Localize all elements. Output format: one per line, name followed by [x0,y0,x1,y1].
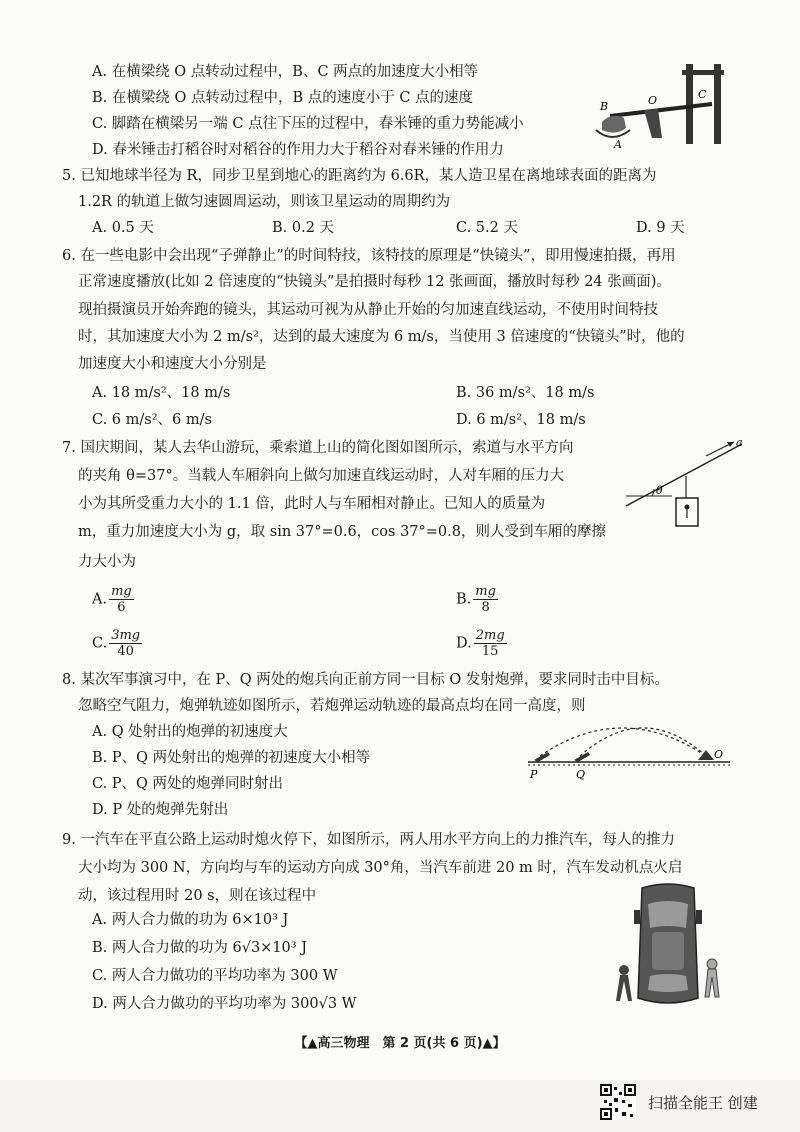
q7-text-line2: 的夹角 θ=37°。当载人车厢斜向上做匀加速直线运动时，人对车厢的压力大 [78,468,565,484]
q4-lever-figure [592,58,732,150]
q7-text-line4: m，重力加速度大小为 g，取 sin 37°=0.6，cos 37°=0.8，则人受到车厢的摩擦 [78,524,606,540]
q8-text-line1: 8. 某次军事演习中，在 P、Q 两处的炮兵向正前方同一目标 O 发射炮弹，要求同时击中目标。 [62,672,669,688]
q8-trajectory-figure [526,716,732,782]
qr-code-icon [600,1084,636,1120]
q5-option-d: D. 9 天 [636,220,685,236]
q9-option-c: C. 两人合力做功的平均功率为 300 W [92,968,338,984]
q6-option-b: B. 36 m/s²、18 m/s [456,385,595,401]
q8-label-p: P [530,768,538,781]
q9-text-line2: 大小均为 300 N，方向均与车的运动方向成 30°角，当汽车前进 20 m 时，汽车发动机点火启 [78,860,683,876]
q8-label-q: Q [576,768,586,781]
scanner-watermark: 扫描全能王 创建 [648,1094,758,1112]
q7-option-d: D. $\frac{2mg}{15}$ [456,628,505,659]
q6-text-line2: 正常速度播放(比如 2 倍速度的“快镜头”是拍摄时每秒 12 张画面，播放时每秒 24 张画面)。 [78,274,671,290]
q4-option-c: C. 脚踏在横梁另一端 C 点往下压的过程中，春米锤的重力势能减小 [92,116,524,132]
q4-label-o: O [648,94,658,107]
q5-option-b: B. 0.2 天 [272,220,335,236]
q7-text-line5: 力大小为 [78,554,136,570]
q5-option-c: C. 5.2 天 [456,220,518,236]
q7-cablecar-figure [622,436,748,532]
q6-text-line4: 时，其加速度大小为 2 m/s²，达到的最大速度为 6 m/s，当使用 3 倍速度的“快镜头”时，他的 [78,329,685,345]
q7-option-b: B. $\frac{mg}{8}$ [456,584,496,615]
q7-text-line3: 小为其所受重力大小的 1.1 倍，此时人与车厢相对静止。已知人的质量为 [78,496,546,512]
q6-text-line5: 加速度大小和速度大小分别是 [78,356,267,372]
q6-text-line1: 6. 在一些电影中会出现“子弹静止”的时间特技，该特技的原理是“快镜头”，即用慢速拍摄，再用 [62,248,676,264]
q8-option-b: B. P、Q 两处射出的炮弹的初速度大小相等 [92,750,371,766]
q6-option-d: D. 6 m/s²、18 m/s [456,412,586,428]
q9-option-a: A. 两人合力做的功为 6×10³ J [92,912,289,928]
q4-option-b: B. 在横梁绕 O 点转动过程中，B 点的速度小于 C 点的速度 [92,90,474,106]
q7-a-label: a [736,436,743,449]
page-footer: 【▲高三物理 第 2 页(共 6 页)▲】 [294,1036,506,1051]
q8-label-o: O [714,748,724,761]
q4-label-a: A [614,138,622,150]
q9-car-figure [612,880,724,1012]
q4-option-d: D. 春米锤击打稻谷时对稻谷的作用力大于稻谷对春米锤的作用力 [92,142,504,158]
q4-option-a: A. 在横梁绕 O 点转动过程中，B、C 两点的加速度大小相等 [92,64,479,80]
q9-option-d: D. 两人合力做功的平均功率为 300√3 W [92,996,357,1012]
q5-text-line1: 5. 已知地球半径为 R，同步卫星到地心的距离约为 6.6R，某人造卫星在离地球表面的距离为 [62,168,657,184]
q6-text-line3: 现拍摄演员开始奔跑的镜头，其运动可视为从静止开始的匀加速直线运动，不使用时间特技 [78,302,658,318]
q7-theta-label: θ [656,484,663,497]
q9-text-line3: 动，该过程用时 20 s，则在该过程中 [78,888,317,904]
q9-text-line1: 9. 一汽车在平直公路上运动时熄火停下，如图所示，两人用水平方向上的力推汽车，每人的推力 [62,832,675,848]
q6-option-a: A. 18 m/s²、18 m/s [92,385,231,401]
q8-text-line2: 忽略空气阻力，炮弹轨迹如图所示，若炮弹运动轨迹的最高点均在同一高度，则 [78,698,586,714]
q8-option-a: A. Q 处射出的炮弹的初速度大 [92,724,288,740]
q9-option-b: B. 两人合力做的功为 6√3×10³ J [92,940,308,956]
q6-option-c: C. 6 m/s²、6 m/s [92,412,212,428]
q8-option-c: C. P、Q 两处的炮弹同时射出 [92,776,284,792]
q5-option-a: A. 0.5 天 [92,220,154,236]
q7-text-line1: 7. 国庆期间，某人去华山游玩，乘索道上山的简化图如图所示，索道与水平方向 [62,440,574,456]
q8-option-d: D. P 处的炮弹先射出 [92,802,229,818]
q7-option-c: C. $\frac{3mg}{40}$ [92,628,141,659]
q4-label-b: B [600,100,609,113]
q5-text-line2: 1.2R 的轨道上做匀速圆周运动，则该卫星运动的周期约为 [78,194,451,210]
q7-option-a: A. $\frac{mg}{6}$ [92,584,132,615]
q4-label-c: C [698,88,707,101]
